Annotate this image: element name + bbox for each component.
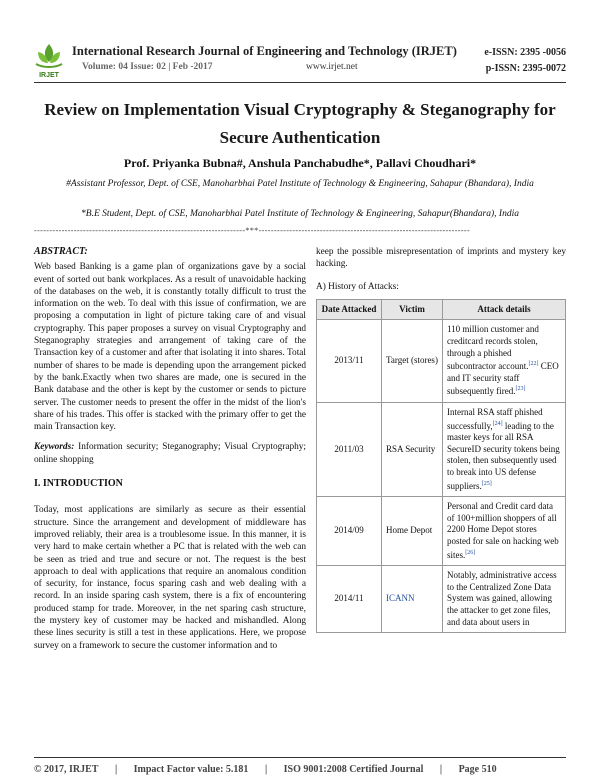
right-column (316, 246, 566, 633)
volume-info: Volume: 04 Issue: 02 | Feb -2017 (82, 62, 213, 72)
pissn: p-ISSN: 2395-0072 (485, 63, 566, 74)
header-victim: Victim (382, 299, 443, 320)
history-subheading: A) History of Attacks: (316, 281, 399, 292)
journal-header (34, 40, 566, 82)
attacks-table (316, 299, 566, 633)
logo-text: IRJET (39, 72, 59, 79)
table-header-row (317, 299, 566, 320)
header-details: Attack details (443, 299, 566, 320)
attack-details: Personal and Credit card data of 100+million shoppers of all 2200 Home Depot stores posted for sale on hacking web sites.[26] (443, 497, 566, 566)
paper-title: Review on Implementation Visual Cryptography & Steganography for Secure Authentication (44, 100, 556, 147)
attack-details: Internal RSA staff phished successfully,[24] leading to the master keys for all RSA SecureID security tokens being stolen, then subsequently used to break into US defense suppliers.[25] (443, 403, 566, 497)
attack-date: 2013/11 (317, 320, 382, 403)
affiliation-1: #Assistant Professor, Dept. of CSE, Manoharbhai Patel Institute of Technology & Engineering, Sahapur (Bhandara), India (66, 179, 534, 189)
footer-page-number: Page 510 (458, 764, 497, 775)
table-row (317, 403, 566, 497)
attack-details: Notably, administrative access to the Centralized Zone Data System was gained, allowing the attacker to get zone files, and data about users in (443, 566, 566, 633)
journal-website[interactable]: www.irjet.net (306, 62, 358, 72)
footer-copyright: © 2017, IRJET (34, 764, 99, 775)
table-row (317, 320, 566, 403)
attack-victim: Home Depot (382, 497, 443, 566)
footer-divider (34, 757, 566, 758)
attack-victim: RSA Security (382, 403, 443, 497)
table-row (317, 497, 566, 566)
abstract-heading: ABSTRACT: (34, 246, 88, 257)
introduction-text: Today, most applications are similarly as secure as their essential structure. Since the arrangement and development of middleware has improved reliably, their area is a troublesome issue. In this manner, it is very hard to make certain whether a PC that is related with the web can be seen as tried and true and secure or not. The request is the best approach to deal with applications that require an anomalous condition of security, for instance, focus sparing cash and web dealing with a record. In an inside sparing cash system, there is a fix of encountering produced stamp for trade. Moreover, in the net sparing cash structure, the mystery key of customer may be hacked and mishandled. Along these lines security is still a test in these applications. Here, we propose survey on a framework to secure the customer information and to (34, 505, 306, 651)
attack-date: 2011/03 (317, 403, 382, 497)
citation-link[interactable]: [25] (481, 480, 492, 487)
journal-name: International Research Journal of Engineering and Technology (IRJET) (72, 44, 457, 58)
left-column (34, 246, 306, 652)
attack-victim-link[interactable]: ICANN (382, 566, 443, 633)
header-divider (34, 82, 566, 83)
keywords (34, 441, 306, 466)
attack-date: 2014/09 (317, 497, 382, 566)
citation-link[interactable]: [22] (528, 361, 539, 368)
abstract-text: Web based Banking is a game plan of organizations gave by a social event of sorted out bank workplaces. As a result of unavoidable hacking of the databases on the web, it is constantly totally difficult to trust the information on the web. To deal with this issue of confirmation, we are proposing a computation in light of picture taking care of and visual cryptography. This paper proposes a survey on visual Cryptography and Steganography strategies and arrangement of taking care of the Transaction key of a customer and after that isolating it into shares. Total number of shares to be made is depending upon the arrangement picked by the bank.Exactly when two shares are made, one is secured in the Bank database and the other is kept by the customer or sends to picture server. The customer needs to present the offer in the midst of the lion's share of his trades. This offer is stacked with the primary offer to get the main Transaction key. (34, 262, 306, 433)
keywords-text: Information security; Steganography; Visual Cryptography; online shopping (34, 442, 307, 465)
introduction-heading: I. INTRODUCTION (34, 478, 123, 490)
attack-details: 110 million customer and creditcard records stolen, through a phished subcontractor account.[22] CEO and IT security staff subsequently fired.[23] (443, 320, 566, 403)
table-row (317, 566, 566, 633)
author-list: Prof. Priyanka Bubna#, Anshula Panchabudhe*, Pallavi Choudhari* (123, 156, 477, 170)
section-separator: ---------------------------------------------------------------------***--------------------------------------------------------------------- (34, 226, 471, 235)
keywords-label: Keywords: (34, 442, 75, 453)
attack-date: 2014/11 (317, 566, 382, 633)
header-date: Date Attacked (317, 299, 382, 320)
citation-link[interactable]: [24] (492, 420, 503, 427)
affiliation-2: *B.E Student, Dept. of CSE, Manoharbhai Patel Institute of Technology & Engineering, Sahapur(Bhandara), India (81, 209, 519, 219)
eissn: e-ISSN: 2395 -0056 (484, 47, 566, 58)
citation-link[interactable]: [26] (465, 549, 476, 556)
footer-impact-factor: Impact Factor value: 5.181 (133, 764, 249, 775)
continuation-text: keep the possible misrepresentation of imprints and mystery key hacking. (316, 247, 566, 270)
page-footer: © 2017, IRJET | Impact Factor value: 5.181 | ISO 9001:2008 Certified Journal | Page 510 (34, 764, 497, 775)
attack-victim: Target (stores) (382, 320, 443, 403)
citation-link[interactable]: [23] (515, 386, 526, 393)
footer-iso: ISO 9001:2008 Certified Journal (283, 764, 424, 775)
irjet-logo-icon (34, 40, 64, 80)
